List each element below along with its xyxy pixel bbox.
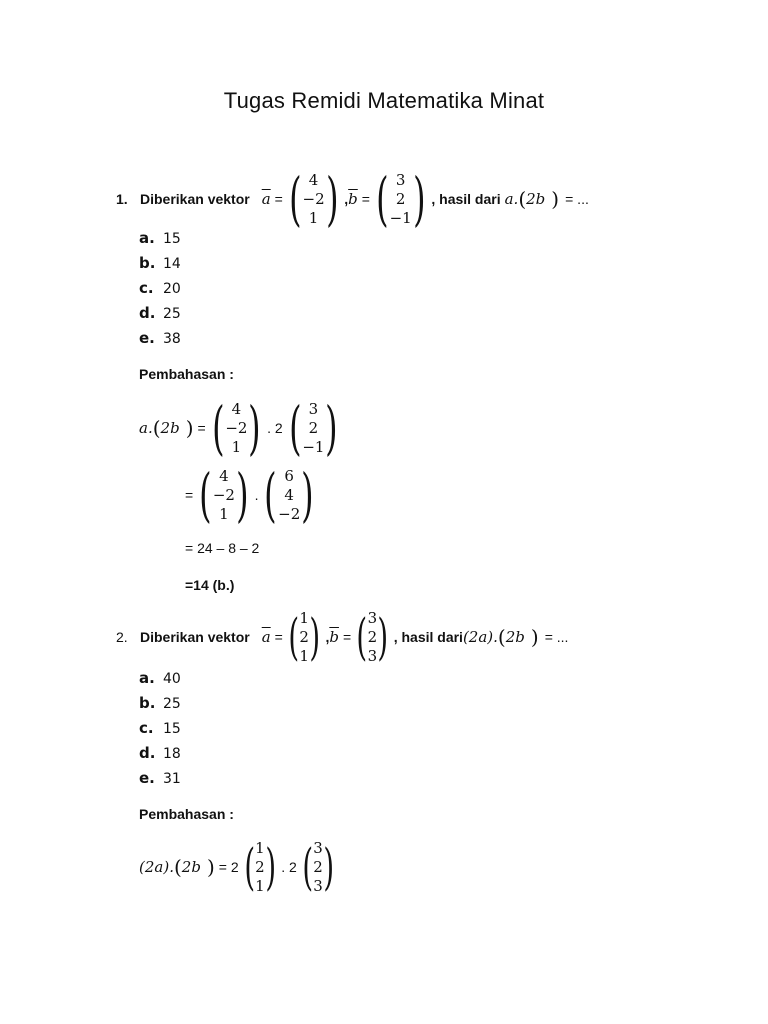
vector-a-symbol: $\overline{a}$: [261, 190, 271, 208]
vector-cell: 1: [219, 504, 229, 523]
option-b[interactable]: b. 25: [139, 694, 181, 712]
vector-a-cell: 4: [308, 170, 319, 189]
vector-cell: 2: [367, 627, 378, 646]
solution-step-1: (2a). ( 2b ) = 2 ( 1 2 1 ) . 2 ( 3 2 3 ): [139, 839, 339, 895]
option-c[interactable]: c. 15: [139, 719, 181, 737]
vector-cell: −2: [278, 504, 301, 523]
vector-cell: 6: [284, 466, 294, 485]
options-list-q1: [139, 229, 181, 354]
question-number: 2.: [116, 629, 128, 645]
expr-2b: 2b: [526, 190, 546, 208]
vector-a-cell: −2: [302, 189, 325, 208]
solution-step-2: = ( 4 −2 1 ) . ( 6 4 −2 ): [185, 467, 320, 523]
option-d[interactable]: d. 25: [139, 304, 181, 322]
page-title: Tugas Remidi Matematika Minat: [223, 88, 545, 113]
vector-cell: 2: [313, 857, 323, 876]
dot-operator: . 2: [267, 420, 283, 436]
equals-sign: =: [185, 487, 194, 503]
question-1: 1. Diberikan vektor $\overline{a}$ = ( 4 −2 1 ) , $\overline{b}$ = ( 3 2 −1 ) , hasil dari a. ( 2b ) = ...: [116, 165, 589, 233]
option-a[interactable]: a. 40: [139, 669, 181, 687]
vector-a: ( 4 −2 1 ): [199, 461, 249, 529]
solution-step-1: a. ( 2b ) = ( 4 −2 1 ) . 2 ( 3 2 −1 ): [139, 400, 344, 456]
equals-sign: =: [197, 420, 206, 436]
vector-b-cell: 3: [395, 170, 406, 189]
option-c[interactable]: c. 20: [139, 279, 181, 297]
equals-sign: =: [274, 191, 283, 207]
equals-sign: =: [274, 629, 283, 645]
vector-cell: 1: [255, 876, 265, 895]
vector-a: ( 4 −2 1 ): [211, 394, 261, 462]
equals-sign: =: [342, 629, 352, 645]
vector-b: ( 3 2 −1 ): [376, 165, 426, 233]
solution-answer: =14 (b.): [185, 577, 235, 593]
equals-two: = 2: [218, 859, 239, 875]
vector-b-cell: 2: [395, 189, 406, 208]
option-e[interactable]: e. 31: [139, 769, 181, 787]
vector-b-cell: −1: [389, 208, 412, 227]
question-2: 2. Diberikan vektor $\overline{a}$ = ( 1 2 1 ) , $\overline{b}$ = ( 3 2 3 ) , hasil dari (2a). ( 2b ) = ...: [116, 608, 569, 666]
vector-cell: 4: [231, 399, 242, 418]
expr-a: a.: [139, 419, 153, 437]
vector-b: ( 3 2 3 ): [356, 608, 389, 666]
vector-cell: 2: [299, 627, 309, 646]
option-e[interactable]: e. 38: [139, 329, 181, 347]
vector-cell: 4: [219, 466, 229, 485]
expr-2b: 2b: [505, 628, 525, 646]
vector-cell: 3: [313, 838, 323, 857]
option-b[interactable]: b. 14: [139, 254, 181, 272]
options-list-q2: [139, 669, 181, 794]
vector-cell: 3: [308, 399, 319, 418]
expr-2a: (2a).: [462, 628, 498, 646]
vector-cell: −1: [302, 437, 325, 456]
vector-b-symbol: $\overline{b}$: [329, 628, 339, 646]
vector-cell: 3: [313, 876, 323, 895]
vector-cell: 3: [367, 608, 378, 627]
question-tail: = ...: [544, 629, 569, 645]
option-d[interactable]: d. 18: [139, 744, 181, 762]
expr-2b: 2b: [181, 858, 201, 876]
vector-cell: 1: [231, 437, 242, 456]
vector-cell: 3: [367, 646, 378, 665]
solution-step-3: = 24 – 8 – 2: [185, 540, 260, 556]
comma: ,: [325, 629, 330, 645]
comma: ,: [344, 191, 349, 207]
vector-cell: 2: [308, 418, 319, 437]
expr-a: a.: [504, 190, 519, 208]
question-prefix: Diberikan vektor: [140, 629, 250, 645]
vector-cell: 1: [255, 838, 265, 857]
equals-sign: =: [361, 191, 370, 207]
vector-b: ( 3 2 −1 ): [288, 394, 338, 462]
vector-cell: 1: [299, 608, 309, 627]
hasil-text: , hasil dari: [393, 629, 463, 645]
vector-b-symbol: $\overline{b}$: [348, 190, 358, 208]
question-tail: = ...: [565, 191, 589, 207]
vector-cell: −2: [212, 485, 235, 504]
vector-b: ( 6 4 −2 ): [264, 461, 314, 529]
expr-2a: (2a).: [139, 858, 174, 876]
hasil-text: , hasil dari: [431, 191, 501, 207]
question-prefix: Diberikan vektor: [140, 191, 250, 207]
vector-cell: 1: [299, 646, 309, 665]
vector-cell: 2: [255, 857, 265, 876]
option-a[interactable]: a. 15: [139, 229, 181, 247]
expr-2b: 2b: [160, 419, 180, 437]
vector-b: ( 3 2 3 ): [302, 838, 334, 896]
vector-a: ( 1 2 1 ): [288, 608, 321, 666]
pembahasan-label: Pembahasan :: [139, 366, 234, 382]
vector-a: ( 4 −2 1 ): [288, 165, 339, 233]
pembahasan-label: Pembahasan :: [139, 806, 234, 822]
vector-a-symbol: $\overline{a}$: [261, 628, 271, 646]
vector-cell: −2: [225, 418, 248, 437]
vector-a: ( 1 2 1 ): [244, 838, 276, 896]
question-number: 1.: [116, 191, 128, 207]
vector-cell: 4: [284, 485, 294, 504]
dot-operator: . 2: [281, 859, 297, 875]
vector-a-cell: 1: [308, 208, 319, 227]
